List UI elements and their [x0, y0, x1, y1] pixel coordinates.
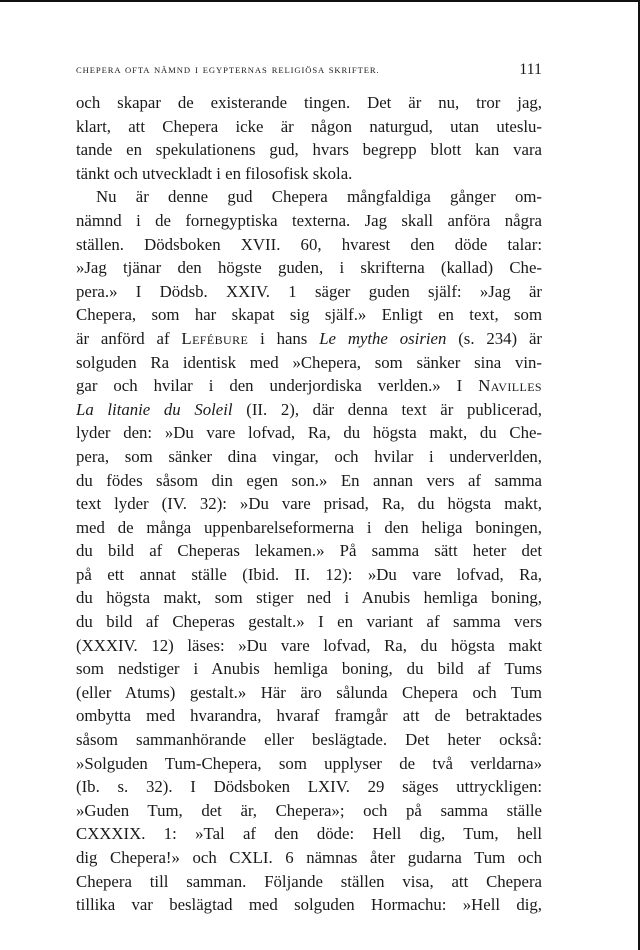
text-run: (II. 2), där denna text är publicerad, [232, 399, 542, 419]
text-line: »Guden Tum, det är, Chepera»; och på samma ställe [76, 800, 542, 820]
text-line: du högsta makt, som stiger ned i Anubis hemliga boning, [76, 588, 542, 608]
text-line [76, 374, 542, 398]
text-line: på ett annat ställe (Ibid. II. 12): »Du vare lofvad, Ra, [76, 564, 542, 584]
book-title-la-litanie-du-soleil: La litanie du Soleil [76, 399, 233, 419]
text-line: tande en spekulationens gud, hvars begrepp blott kan vara [76, 140, 542, 160]
text-line: dig Chepera!» och CXLI. 6 nämnas åter gudarna Tum och [76, 848, 542, 867]
text-line: lyder den: »Du vare lofvad, Ra, du högsta makt, du Che- [76, 423, 542, 443]
text-line: tillika var beslägtad med solguden Hormachu: »Hell dig, [76, 895, 542, 915]
text-line: såsom sammanhörande eller beslägtade. Det heter också: [76, 730, 542, 750]
text-line: (eller Atums) gestalt.» Här äro sålunda Chepera och Tum [76, 682, 542, 702]
text-line [76, 327, 542, 351]
text-line: du födes såsom din egen son.» En annan vers af samma [76, 470, 542, 490]
text-run: gar och hvilar i den underjordiska verlden.» I [76, 376, 479, 396]
running-title: CHEPERA OFTA NÄMND I EGYPTERNAS RELIGIÖSA SKRIFTER. [76, 65, 380, 75]
text-line: nämnd i de fornegyptiska texterna. Jag skall anföra några [76, 210, 542, 230]
author-name-lefebure: Lefébure [181, 328, 249, 348]
text-run: är anförd af [76, 328, 182, 348]
text-line: och skapar de existerande tingen. Det är nu, tror jag, [76, 93, 542, 112]
text-line: ombytta med hvarandra, hvaraf framgår att de betraktades [76, 706, 542, 726]
book-title-le-mythe-osirien: Le mythe osirien [319, 328, 447, 348]
text-line: ställen. Dödsboken XVII. 60, hvarest den döde talar: [76, 234, 542, 254]
author-name-navilles: Navilles [478, 376, 542, 396]
text-run: (s. 234) är [446, 328, 542, 348]
text-line: »Jag tjänar den högste guden, i skrifterna (kallad) Che- [76, 258, 542, 278]
text-line: CXXXIX. 1: »Tal af den döde: Hell dig, Tum, hell [76, 824, 542, 844]
text-line: Nu är denne gud Chepera mångfaldiga gånger om- [96, 187, 542, 207]
text-line: »Solguden Tum-Chepera, som upplyser de två verldarna» [76, 753, 542, 773]
text-line: (XXXIV. 12) läses: »Du vare lofvad, Ra, du högsta makt [76, 635, 542, 655]
text-line: solguden Ra identisk med »Chepera, som sänker sina vin- [76, 352, 542, 372]
text-line: tänkt och utveckladt i en filosofisk skola. [76, 163, 353, 183]
running-header [76, 61, 542, 81]
text-line: pera, som sänker dina vingar, och hvilar i underverlden, [76, 446, 542, 466]
text-line: du bild af Cheperas gestalt.» I en variant af samma vers [76, 612, 542, 632]
text-line: Chepera till samman. Följande ställen visa, att Chepera [76, 871, 542, 891]
text-line: pera.» I Dödsb. XXIV. 1 säger guden själf: »Jag är [76, 281, 542, 301]
text-line: text lyder (IV. 32): »Du vare prisad, Ra, du högsta makt, [76, 494, 542, 514]
page-number: 111 [519, 61, 542, 78]
text-line: (Ib. s. 32). I Dödsboken LXIV. 29 säges uttryckligen: [76, 777, 542, 797]
body-text [76, 91, 542, 917]
text-line: med de många uppenbarelseformerna i den heliga boningen, [76, 517, 542, 537]
text-run: i hans [248, 328, 320, 348]
text-line: klart, att Chepera icke är någon naturgud, utan uteslu- [76, 116, 542, 136]
text-line: som nedstiger i Anubis hemliga boning, du bild af Tums [76, 659, 542, 679]
text-line: Chepera, som har skapat sig själf.» Enligt en text, som [76, 305, 542, 325]
text-line [76, 398, 542, 422]
text-line: du bild af Cheperas lekamen.» På samma sätt heter det [76, 541, 542, 561]
